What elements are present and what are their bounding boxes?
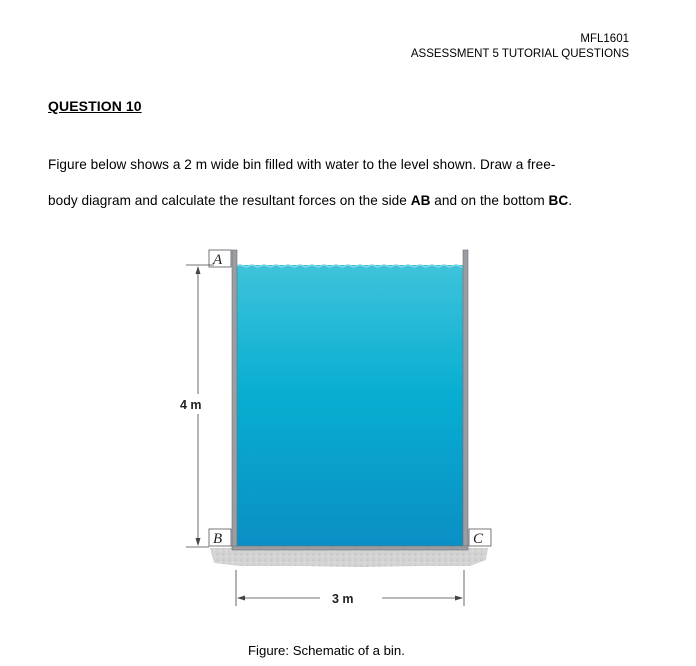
question-text-segment: .: [568, 193, 573, 208]
question-title: QUESTION 10: [48, 98, 142, 114]
question-text-line-1: Figure below shows a 2 m wide bin filled with water to the level shown. Draw a free-: [48, 157, 556, 172]
right-wall: [463, 250, 468, 548]
width-arrow-right: [455, 596, 463, 601]
ground: [210, 548, 488, 567]
label-b: B: [213, 531, 223, 547]
label-a: A: [213, 252, 223, 268]
height-label: 4 m: [180, 398, 202, 412]
question-text-segment: and on the bottom: [430, 193, 549, 208]
header-title: ASSESSMENT 5 TUTORIAL QUESTIONS: [410, 48, 629, 60]
side-ab-bold: AB: [410, 193, 431, 208]
label-c: C: [473, 531, 484, 547]
bottom-wall: [232, 546, 468, 550]
figure-caption: Figure: Schematic of a bin.: [248, 643, 405, 658]
width-arrow-left: [237, 596, 245, 601]
width-label: 3 m: [332, 592, 354, 606]
height-arrow-top: [196, 266, 201, 274]
bottom-bc-bold: BC: [548, 193, 569, 208]
water: [237, 265, 463, 548]
header-code: MFL1601: [580, 33, 629, 45]
question-text-segment: body diagram and calculate the resultant forces on the side: [48, 193, 411, 208]
left-wall: [232, 250, 237, 548]
height-arrow-bottom: [196, 538, 201, 546]
